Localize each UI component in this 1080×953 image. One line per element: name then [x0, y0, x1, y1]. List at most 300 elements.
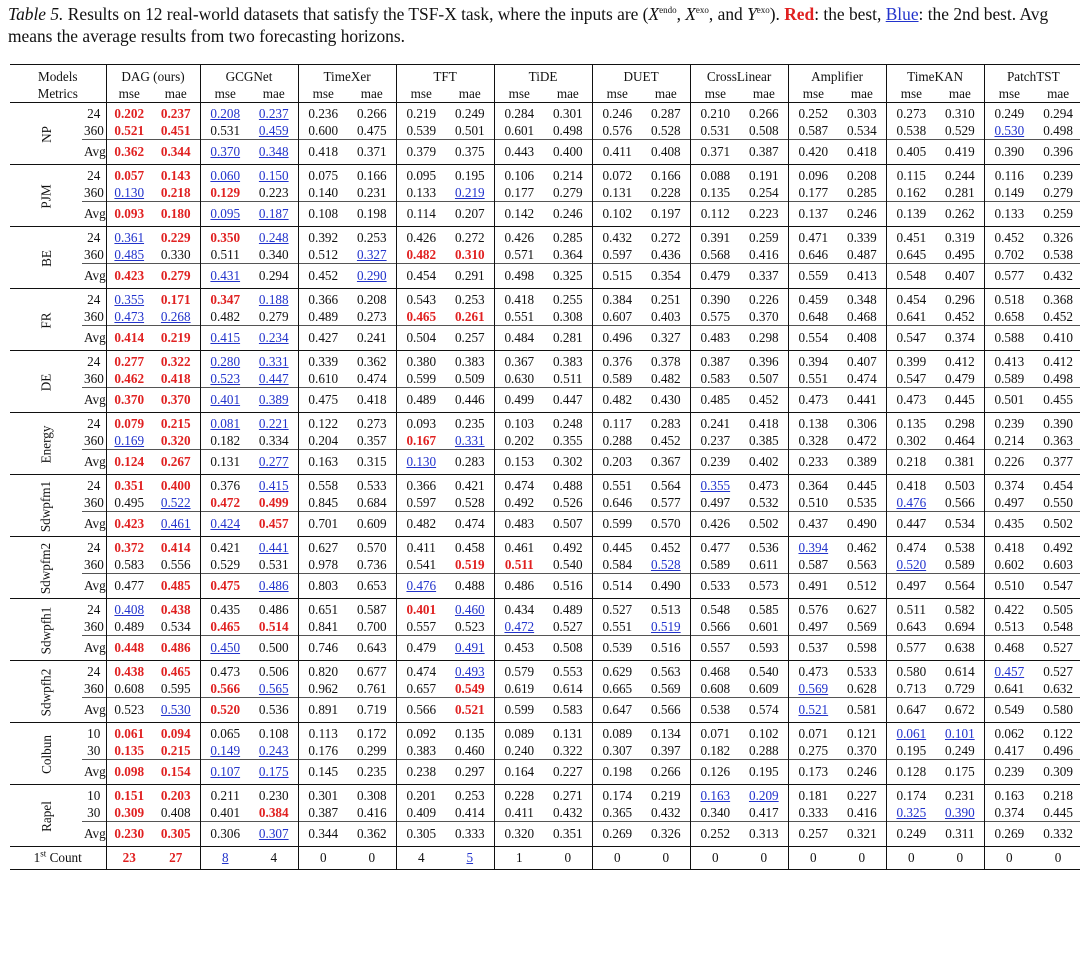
table-cell [298, 202, 348, 227]
table-cell [152, 202, 200, 227]
table-cell [446, 537, 494, 557]
table-cell [494, 264, 544, 289]
table-cell [544, 165, 592, 185]
table-cell [838, 184, 886, 202]
value-cell: 0.396 [1043, 144, 1073, 159]
value-cell: 0.272 [454, 230, 485, 245]
value-cell: 0.273 [896, 106, 927, 121]
table-cell [936, 822, 984, 847]
value-cell: 0.169 [114, 433, 145, 448]
horizon-label: Avg [82, 636, 106, 661]
table-cell [936, 202, 984, 227]
value-cell: 0.233 [798, 454, 829, 469]
value-cell: 0 [564, 850, 572, 865]
table-cell [838, 760, 886, 785]
value-cell: 0.102 [602, 206, 633, 221]
value-cell: 0.547 [896, 371, 927, 386]
value-cell: 0.506 [258, 664, 289, 679]
value-cell: 0.657 [406, 681, 437, 696]
table-cell [106, 351, 152, 371]
table-row [10, 413, 1080, 433]
table-cell [446, 494, 494, 512]
table-cell [250, 227, 298, 247]
value-cell: 0.579 [504, 664, 535, 679]
value-cell: 0.108 [308, 206, 339, 221]
table-cell [886, 140, 936, 165]
value-cell: 0.370 [210, 144, 241, 159]
table-cell [886, 432, 936, 450]
value-cell: 0.351 [114, 478, 145, 493]
value-cell: 0.435 [210, 602, 241, 617]
value-cell: 0.820 [308, 664, 339, 679]
table-cell [250, 264, 298, 289]
value-cell: 0.408 [160, 805, 191, 820]
table-cell [446, 760, 494, 785]
table-cell [936, 804, 984, 822]
value-cell: 0.385 [748, 433, 779, 448]
table-cell [544, 351, 592, 371]
value-cell: 0.182 [700, 743, 731, 758]
value-cell: 0.131 [210, 454, 241, 469]
table-cell [106, 432, 152, 450]
table-cell [298, 308, 348, 326]
table-cell [788, 227, 838, 247]
table-cell [348, 723, 396, 743]
value-cell: 0.566 [700, 619, 731, 634]
value-cell: 0.570 [650, 516, 681, 531]
value-cell: 0.108 [258, 726, 289, 741]
table-cell [838, 537, 886, 557]
table-cell [1034, 574, 1080, 599]
table-cell [1034, 227, 1080, 247]
value-cell: 0.548 [896, 268, 927, 283]
table-cell [544, 494, 592, 512]
value-cell: 0.354 [650, 268, 681, 283]
value-cell: 0.133 [994, 206, 1025, 221]
table-cell [348, 413, 396, 433]
table-cell [984, 785, 1034, 805]
value-cell: 0.557 [406, 619, 437, 634]
table-cell [1034, 698, 1080, 723]
value-cell: 0.151 [114, 788, 145, 803]
value-cell: 0.426 [504, 230, 535, 245]
value-cell: 0.319 [944, 230, 975, 245]
value-cell: 0.287 [650, 106, 681, 121]
table-cell [494, 165, 544, 185]
table-cell [642, 618, 690, 636]
value-cell: 0.454 [1043, 478, 1073, 493]
value-cell: 0.515 [602, 268, 633, 283]
value-cell: 0.503 [944, 478, 975, 493]
dataset-label: PJM [38, 184, 54, 209]
value-cell: 0.571 [504, 247, 535, 262]
table-cell [200, 574, 250, 599]
value-cell: 0.390 [944, 805, 975, 820]
value-cell: 0.234 [258, 330, 289, 345]
value-cell: 0.214 [994, 433, 1025, 448]
value-cell: 0.377 [1043, 454, 1073, 469]
results-table [10, 64, 1080, 870]
table-cell [936, 618, 984, 636]
value-cell: 0.326 [650, 826, 681, 841]
metric-header-mae: mae [936, 85, 984, 103]
value-cell: 0.614 [552, 681, 583, 696]
value-cell: 0.297 [454, 764, 485, 779]
table-cell [690, 246, 740, 264]
value-cell: 0.279 [552, 185, 583, 200]
table-row [10, 370, 1080, 388]
value-cell: 0.509 [454, 371, 485, 386]
table-cell [788, 698, 838, 723]
value-cell: 0.488 [454, 578, 485, 593]
table-cell [886, 184, 936, 202]
table-cell [1034, 246, 1080, 264]
table-cell [250, 103, 298, 123]
table-cell [642, 494, 690, 512]
table-cell [838, 165, 886, 185]
table-cell [348, 289, 396, 309]
value-cell: 0.539 [406, 123, 437, 138]
table-cell [544, 184, 592, 202]
table-cell [984, 537, 1034, 557]
table-cell [690, 785, 740, 805]
value-cell: 0.568 [700, 247, 731, 262]
table-cell [838, 847, 886, 870]
table-cell [936, 289, 984, 309]
value-cell: 0.214 [552, 168, 583, 183]
table-cell [106, 804, 152, 822]
table-cell [690, 822, 740, 847]
table-cell [788, 494, 838, 512]
table-cell [642, 661, 690, 681]
table-cell [152, 742, 200, 760]
value-cell: 0.609 [748, 681, 779, 696]
table-cell [690, 351, 740, 371]
table-cell [984, 636, 1034, 661]
value-cell: 0.326 [1043, 230, 1073, 245]
value-cell: 0.246 [552, 206, 583, 221]
value-cell: 0.241 [700, 416, 731, 431]
table-cell [788, 370, 838, 388]
value-cell: 0.651 [308, 602, 339, 617]
value-cell: 0.599 [406, 371, 437, 386]
value-cell: 0.401 [210, 392, 241, 407]
value-cell: 0.291 [454, 268, 485, 283]
table-cell [106, 680, 152, 698]
value-cell: 0.607 [602, 309, 633, 324]
value-cell: 0.448 [114, 640, 145, 655]
table-cell [396, 804, 446, 822]
value-cell: 0 [614, 850, 621, 865]
table-caption: Table 5. Results on 12 real-world datasets that satisfy the TSF-X task, where the inputs are ($X^{endo}$, $X^{exo}$, and $Y^{exo}$). Red: the best, Blue: the 2nd best. Avg means the average results from two forecasting horizons. [8, 4, 1049, 46]
value-cell: 0.528 [454, 495, 485, 510]
table-cell [690, 661, 740, 681]
table-cell [642, 574, 690, 599]
value-cell: 0.334 [258, 433, 289, 448]
table-cell [788, 475, 838, 495]
value-cell: 0.065 [210, 726, 241, 741]
value-cell: 0.423 [114, 268, 145, 283]
table-cell [544, 289, 592, 309]
value-cell: 0.410 [1043, 330, 1073, 345]
table-cell [348, 370, 396, 388]
table-row [10, 326, 1080, 351]
value-cell: 0.103 [504, 416, 535, 431]
value-cell: 0.122 [1043, 726, 1073, 741]
table-cell [298, 680, 348, 698]
value-cell: 1 [516, 850, 523, 865]
table-cell [788, 804, 838, 822]
value-cell: 0.131 [602, 185, 633, 200]
table-cell [740, 847, 788, 870]
value-cell: 0.202 [114, 106, 145, 121]
table-cell [106, 636, 152, 661]
table-cell [1034, 494, 1080, 512]
table-cell [152, 723, 200, 743]
value-cell: 0.092 [406, 726, 437, 741]
table-row [10, 264, 1080, 289]
table-cell [544, 556, 592, 574]
value-cell: 0.485 [160, 578, 191, 593]
table-cell [544, 227, 592, 247]
value-cell: 0.337 [748, 268, 779, 283]
value-cell: 0.124 [114, 454, 145, 469]
table-cell [396, 122, 446, 140]
value-cell: 0.399 [896, 354, 927, 369]
table-cell [298, 618, 348, 636]
value-cell: 0.364 [798, 478, 829, 493]
table-cell [298, 165, 348, 185]
horizon-label: Avg [82, 326, 106, 351]
value-cell: 0.333 [454, 826, 485, 841]
table-cell [886, 698, 936, 723]
table-cell [298, 289, 348, 309]
table-cell [200, 388, 250, 413]
value-cell: 0.107 [210, 764, 241, 779]
value-cell: 0.962 [308, 681, 339, 696]
value-cell: 0.129 [210, 185, 241, 200]
table-cell [936, 450, 984, 475]
value-cell: 0.719 [356, 702, 387, 717]
dataset-label: DE [38, 373, 54, 392]
table-cell [200, 822, 250, 847]
value-cell: 0.421 [210, 540, 241, 555]
table-cell [740, 122, 788, 140]
value-cell: 0.268 [160, 309, 191, 324]
table-cell [544, 326, 592, 351]
table-cell [446, 227, 494, 247]
value-cell: 0.430 [650, 392, 681, 407]
table-cell [886, 165, 936, 185]
table-cell [544, 760, 592, 785]
value-cell: 0.564 [650, 478, 681, 493]
value-cell: 0.362 [356, 354, 387, 369]
value-cell: 0.281 [552, 330, 583, 345]
value-cell: 0.566 [406, 702, 437, 717]
table-cell [642, 140, 690, 165]
value-cell: 0.461 [160, 516, 191, 531]
value-cell: 0.149 [994, 185, 1025, 200]
table-cell [544, 574, 592, 599]
value-cell: 0.514 [602, 578, 633, 593]
table-cell [690, 494, 740, 512]
value-cell: 0.426 [700, 516, 731, 531]
value-cell: 0.547 [1043, 578, 1073, 593]
value-cell: 0.202 [504, 433, 535, 448]
table-row [10, 537, 1080, 557]
value-cell: 0.131 [552, 726, 583, 741]
metric-header-mse: mse [788, 85, 838, 103]
value-cell: 0.246 [846, 206, 877, 221]
value-cell: 0.215 [160, 416, 191, 431]
value-cell: 0.408 [846, 330, 877, 345]
value-cell: 0.203 [160, 788, 191, 803]
horizon-label: Avg [82, 760, 106, 785]
value-cell: 0.208 [210, 106, 241, 121]
table-cell [152, 326, 200, 351]
value-cell: 0.397 [650, 743, 681, 758]
model-header: TiDE [494, 65, 592, 86]
table-cell [200, 742, 250, 760]
horizon-label: 360 [84, 371, 104, 386]
dataset-name [10, 227, 82, 289]
table-cell [984, 388, 1034, 413]
value-cell: 0.390 [700, 292, 731, 307]
value-cell: 0.239 [994, 416, 1025, 431]
value-cell: 0.273 [356, 309, 387, 324]
table-cell [740, 184, 788, 202]
value-cell: 0.627 [846, 602, 877, 617]
value-cell: 4 [270, 850, 278, 865]
table-cell [592, 227, 642, 247]
table-cell [348, 661, 396, 681]
table-cell [544, 140, 592, 165]
table-cell [740, 246, 788, 264]
table-row [10, 246, 1080, 264]
value-cell: 0.322 [160, 354, 191, 369]
table-cell [298, 636, 348, 661]
table-cell [396, 847, 446, 870]
table-cell [200, 450, 250, 475]
table-cell [348, 388, 396, 413]
value-cell: 0.563 [846, 557, 877, 572]
value-cell: 0.116 [994, 168, 1024, 183]
table-cell [936, 512, 984, 537]
value-cell: 0.527 [1043, 640, 1073, 655]
table-cell [494, 723, 544, 743]
table-cell [936, 122, 984, 140]
table-cell [106, 264, 152, 289]
table-cell [152, 351, 200, 371]
table-cell [788, 351, 838, 371]
table-cell [396, 618, 446, 636]
table-cell [106, 847, 152, 870]
table-cell [936, 140, 984, 165]
value-cell: 0.259 [1043, 206, 1073, 221]
value-cell: 0.513 [994, 619, 1025, 634]
value-cell: 0.327 [356, 247, 387, 262]
value-cell: 0.464 [944, 433, 975, 448]
table-cell [200, 556, 250, 574]
table-cell [740, 475, 788, 495]
value-cell: 0.121 [846, 726, 877, 741]
table-cell [544, 618, 592, 636]
value-cell: 0.713 [896, 681, 927, 696]
table-cell [298, 413, 348, 433]
value-cell: 0.512 [308, 247, 339, 262]
value-cell: 0.418 [846, 144, 877, 159]
value-cell: 0.491 [454, 640, 485, 655]
value-cell: 0.288 [602, 433, 633, 448]
metric-header-mae: mae [642, 85, 690, 103]
table-cell [690, 512, 740, 537]
table-cell [106, 494, 152, 512]
table-cell [1034, 413, 1080, 433]
value-cell: 0.311 [945, 826, 975, 841]
value-cell: 0.333 [798, 805, 829, 820]
value-cell: 0.436 [650, 247, 681, 262]
table-cell [348, 512, 396, 537]
table-cell [152, 308, 200, 326]
horizon-label: 360 [84, 247, 104, 262]
table-cell [592, 822, 642, 847]
value-cell: 0.203 [602, 454, 633, 469]
first-count-row [10, 847, 1080, 870]
value-cell: 0.511 [504, 557, 534, 572]
table-cell [348, 308, 396, 326]
value-cell: 0.538 [944, 540, 975, 555]
horizon-label: 24 [87, 478, 101, 493]
table-cell [788, 140, 838, 165]
table-cell [886, 227, 936, 247]
value-cell: 0.450 [210, 640, 241, 655]
value-cell: 0.166 [356, 168, 387, 183]
table-cell [788, 264, 838, 289]
value-cell: 0.176 [308, 743, 339, 758]
table-cell [446, 308, 494, 326]
dataset-name [10, 537, 82, 599]
table-cell [838, 475, 886, 495]
metric-header-mae: mae [740, 85, 788, 103]
table-row [10, 636, 1080, 661]
models-header-row [10, 65, 1080, 86]
table-cell [348, 537, 396, 557]
table-cell [106, 289, 152, 309]
table-cell [690, 370, 740, 388]
horizon-label: 10 [87, 726, 101, 741]
value-cell: 0.173 [798, 764, 829, 779]
value-cell: 0.114 [406, 206, 436, 221]
table-cell [838, 308, 886, 326]
table-cell [544, 804, 592, 822]
value-cell: 0.583 [700, 371, 731, 386]
value-cell: 0.305 [406, 826, 437, 841]
table-cell [200, 370, 250, 388]
value-cell: 0 [956, 850, 964, 865]
value-cell: 0.576 [602, 123, 633, 138]
value-cell: 0.142 [504, 206, 535, 221]
value-cell: 0.447 [258, 371, 289, 386]
table-cell [740, 308, 788, 326]
value-cell: 0.519 [454, 557, 485, 572]
value-cell: 0.564 [944, 578, 975, 593]
value-cell: 0.534 [944, 516, 975, 531]
value-cell: 0.394 [798, 354, 829, 369]
value-cell: 0.569 [846, 619, 877, 634]
value-cell: 0.566 [944, 495, 975, 510]
table-cell [886, 822, 936, 847]
table-cell [642, 698, 690, 723]
